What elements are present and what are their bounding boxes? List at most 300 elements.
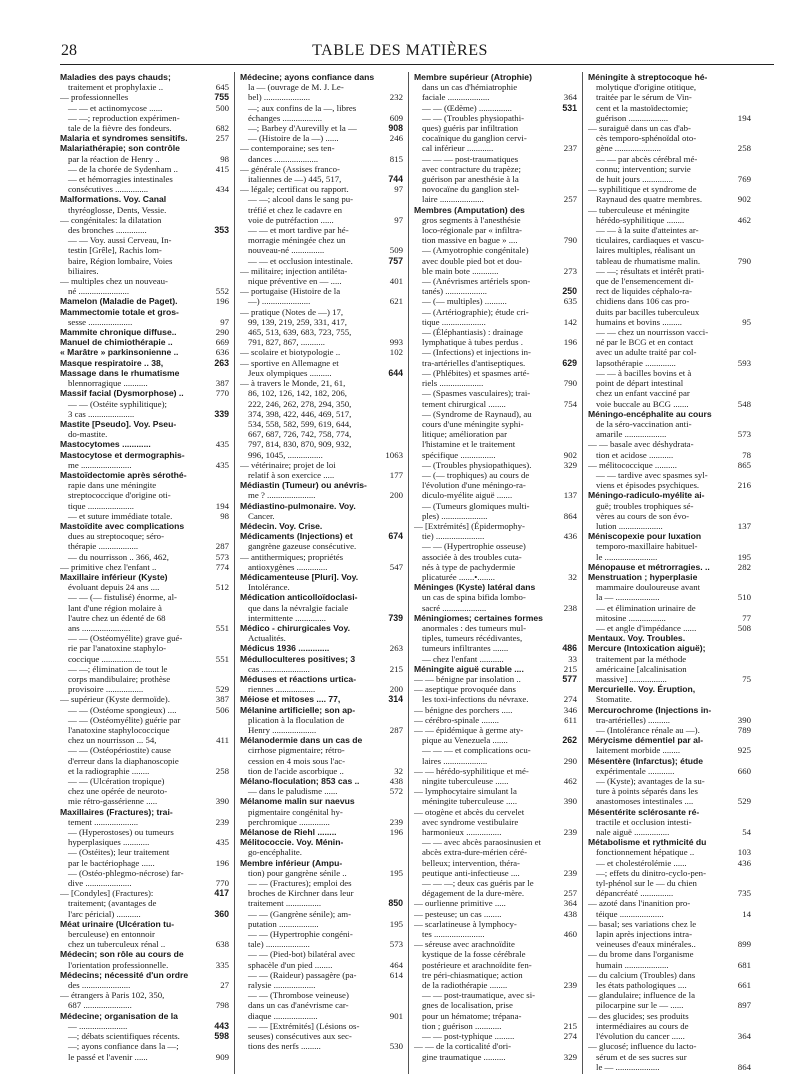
entry-text: tion et acidose ........... [596,449,674,460]
index-entry [588,256,751,266]
index-entry [240,154,403,164]
entry-page-ref: 196 [215,296,229,307]
entry-text: — étrangers à Paris 102, 350, [60,990,165,1001]
index-entry [60,511,229,521]
index-entry [588,745,751,755]
entry-text: Jeux olympiques .......... [248,367,332,378]
entry-text: chez un enfant vacciné par [596,388,690,399]
entry-page-ref: 621 [389,296,403,307]
entry-page-ref: 239 [215,816,229,827]
index-entry [414,256,577,266]
entry-text: — (Hyperostoses) ou tumeurs [68,827,174,838]
entry-page-ref: 770 [215,878,229,889]
entry-text: — à travers le Monde, 21, 61, [240,378,346,389]
index-entry [588,92,751,102]
entry-text: Manuel de chimiothérapie .. [60,337,173,348]
index-entry [60,184,229,194]
index-entry [414,72,577,82]
entry-text: do-mastite. [68,429,108,440]
entry-page-ref: 335 [215,959,229,970]
entry-page-ref: 364 [563,92,577,103]
entry-text: l'arc péricial) ........... [68,908,141,919]
index-entry [414,368,577,378]
entry-text: — (Syndrome de Raynaud), au [422,408,532,419]
entry-page-ref: 512 [215,582,229,593]
entry-text: dans un cas d'hémiatrophie [422,82,518,93]
entry-text: — — chez un nourrisson vacci- [596,327,709,338]
index-entry [588,949,751,959]
entry-text: les toxi-infections du névraxe. [422,694,529,705]
entry-text: l'évolution d'une méningo-ra- [422,480,526,491]
index-entry [60,1052,229,1062]
entry-text: — — (Pied-bot) bilatéral avec [248,949,355,960]
entry-page-ref: 901 [389,1010,403,1021]
index-entry [414,705,577,715]
index-entry [240,439,403,449]
entry-text: tale de la fièvre des fondeurs. [68,123,172,134]
index-entry [60,1021,229,1031]
entry-text: Henry .................... [248,725,317,735]
entry-page-ref: 103 [737,847,751,858]
entry-text: — — (Hypertrophie congéni- [248,929,353,940]
index-entry [414,113,577,123]
entry-text: Stomatite. [596,694,632,705]
entry-text: échanges .................. [248,112,323,123]
entry-text: italiennes de —) 445, 517, [248,174,342,185]
index-entry [240,317,403,327]
entry-page-ref: 438 [389,776,403,787]
entry-text: gène ..................... [596,143,661,154]
entry-text: thyréoglosse, Dents, Vessie. [68,204,167,215]
entry-page-ref: 195 [737,551,751,562]
entry-page-ref: 1063 [385,449,403,460]
entry-page-ref: 78 [742,449,751,460]
entry-text: Cancer. [248,510,275,521]
entry-page-ref: 195 [389,918,403,929]
entry-text: — — (Ulcération tropique) [68,776,165,787]
entry-text: gangrène gazeuse consécutive. [248,541,357,552]
entry-page-ref: 239 [389,816,403,827]
entry-text: — ...................... [68,1020,128,1031]
entry-page-ref: 464 [389,959,403,970]
entry-text: laire .................... [422,194,484,205]
entry-page-ref: 769 [737,174,751,185]
running-title: TABLE DES MATIÈRES [312,42,488,59]
index-entry [240,684,403,694]
index-entry [60,919,229,929]
index-entry [240,82,403,92]
entry-page-ref: 196 [389,827,403,838]
entry-page-ref: 246 [389,133,403,144]
entry-text: — glandulaire; influence de la [588,990,695,1001]
entry-text: tra-artérielles d'antiseptiques. [422,357,526,368]
index-entry [60,245,229,255]
index-entry [414,480,577,490]
index-entry [588,643,751,653]
entry-text: guë; troubles trophiques sé- [596,500,694,511]
entry-text: — (Phlébites) et spasmes arté- [422,367,530,378]
entry-page-ref: 237 [563,143,577,154]
index-entry [60,225,229,235]
index-entry [60,786,229,796]
entry-text: Médication anticolloïdoclasi- [240,592,358,603]
index-entry [60,480,229,490]
index-entry [414,92,577,102]
entry-page-ref: 257 [563,888,577,899]
index-entry [60,521,229,531]
entry-text: — — — post-traumatiques [422,153,519,164]
index-entry [60,970,229,980]
index-entry [60,154,229,164]
entry-text: — [Condyles] (Fractures): [60,888,154,899]
entry-text: tra-artérielles) .......... [596,714,671,725]
index-entry [414,694,577,704]
index-entry [60,725,229,735]
entry-text: — — (Thrombose veineuse) [248,990,349,1001]
entry-text: l'histamine et le traitement [422,439,516,450]
entry-page-ref: 669 [215,337,229,348]
index-entry [414,378,577,388]
index-entry [240,388,403,398]
index-entry [240,735,403,745]
index-entry [414,572,577,582]
entry-text: — et cholestérolémie ...... [596,857,687,868]
entry-text: — bénigne des porchers ..... [414,704,513,715]
entry-page-ref: 638 [215,939,229,950]
index-entry [60,470,229,480]
entry-text: mammaire douloureuse avant [596,582,701,593]
index-entry [414,807,577,817]
entry-page-ref: 435 [215,837,229,848]
index-entry [240,552,403,562]
entry-text: provisoire ................. [68,684,144,695]
index-entry [414,786,577,796]
entry-text: — professionnelles [60,92,129,103]
entry-page-ref: 263 [214,357,229,368]
entry-page-ref: 899 [737,939,751,950]
entry-text: Mammite chronique diffuse.. [60,327,177,338]
index-entry [414,399,577,409]
index-entry [588,439,751,449]
entry-text: Mélanome malin sur naevus [240,796,355,807]
index-entry [414,409,577,419]
index-entry [240,276,403,286]
index-entry [240,399,403,409]
entry-text: rapie dans une méningite [68,480,157,491]
entry-page-ref: 529 [215,684,229,695]
index-entry [60,1000,229,1010]
entry-text: la — (ouvrage de M. J. Le- [248,82,344,93]
entry-page-ref: 770 [215,388,229,399]
index-entry [588,1062,751,1072]
entry-text: fonctionnement hépatique .. [596,847,695,858]
index-entry [414,266,577,276]
entry-text: 687 ...................... [68,1000,132,1011]
entry-text: harmonieux ................ [422,827,502,838]
entry-page-ref: 239 [563,980,577,991]
index-entry [414,358,577,368]
index-entry [60,898,229,908]
entry-text: dues au streptocoque; séro- [68,531,165,542]
entry-text: Médecins; nécessité d'un ordre [60,969,189,980]
index-entry [588,347,751,357]
index-entry [588,143,751,153]
entry-text: 667, 687, 726, 742, 758, 774, [248,429,352,440]
entry-text: corps mandibulaire; prothèse [68,673,171,684]
index-entry [240,603,403,613]
index-entry [588,939,751,949]
entry-text: né ....................... [68,286,130,297]
index-entry [240,613,403,623]
index-entry [240,776,403,786]
entry-text: Médicaments (Injections) et [240,531,353,542]
entry-text: blennorragique ........... [68,378,148,389]
entry-page-ref: 329 [563,1051,577,1062]
entry-page-ref: 462 [737,214,751,225]
index-entry [588,582,751,592]
entry-text: — ourlienne primitive ..... [414,898,506,909]
index-entry [60,541,229,551]
index-entry [60,409,229,419]
entry-page-ref: 32 [394,765,403,776]
entry-text: guérison par anesthésie à la [422,174,519,185]
entry-text: — antithermiques; propriétés [240,551,344,562]
entry-text: berculeuse) en entonnoir [68,929,155,940]
entry-text: — — (Ostéome spongieux) .... [68,704,177,715]
entry-text: — et élimination urinaire de [596,602,696,613]
entry-text: Méat urinaire (Ulcération tu- [60,918,175,929]
entry-text: veineuses d'eaux minérales.. [596,939,696,950]
index-entry [240,878,403,888]
entry-text: plication à la floculation de [248,714,345,725]
entry-text: — — hérédo-syphilitique et mé- [414,765,529,776]
index-entry [588,868,751,878]
entry-text: Malaria et syndromes sensitifs. [60,133,188,144]
index-entry [414,307,577,317]
index-entry [414,429,577,439]
index-entry [60,756,229,766]
index-entry [414,582,577,592]
entry-text: lymphatique à tubes perdus . [422,337,523,348]
entry-page-ref: 290 [563,755,577,766]
entry-text: Mélano-floculation; 853 cas .. [240,776,360,787]
index-entry [414,878,577,888]
entry-text: l'évolution du cancer ...... [596,1031,685,1042]
entry-text: d'erreur dans la diaphanoscopie [68,755,179,766]
entry-text: 465, 513, 639, 683, 723, 755, [248,327,352,338]
index-entry [414,990,577,1000]
entry-text: Mélanine artificielle; son ap- [240,704,356,715]
entry-text: — (Histoire de la —) ...... [248,133,339,144]
entry-text: 86, 102, 126, 142, 182, 206, [248,388,347,399]
index-entry [240,450,403,460]
entry-text: guérison .................. [596,112,669,123]
index-entry [414,929,577,939]
entry-text: — —; résultats et intérêt prati- [596,265,705,276]
entry-text: Mastocytose et dermographis- [60,449,185,460]
index-entry [60,572,229,582]
entry-text: postérieure et arachnoïdite fen- [422,959,532,970]
entry-text: par le bactériophage ...... [68,857,155,868]
entry-page-ref: 387 [215,694,229,705]
index-entry [414,225,577,235]
index-entry [240,235,403,245]
entry-text: litique; amélioration par [422,429,508,440]
index-entry [414,684,577,694]
index-entry [588,990,751,1000]
index-entry [60,531,229,541]
entry-text: chidiens dans 106 cas pro- [596,296,690,307]
entry-text: me ? ...................... [248,490,316,501]
index-entry [414,439,577,449]
entry-page-ref: 137 [737,520,751,531]
entry-text: Mélanodermie dans un cas de [240,735,363,746]
entry-text: l'orientation professionnelle. [68,959,169,970]
index-entry [414,1052,577,1062]
index-entry [240,1031,403,1041]
index-entry [414,756,577,766]
entry-text: traitée par le sérum de Vin- [596,92,692,103]
entry-text: Mérycisme démentiel par al- [588,735,704,746]
index-entry [588,541,751,551]
index-entry [240,562,403,572]
index-entry [60,776,229,786]
entry-page-ref: 353 [214,225,229,236]
index-entry [414,143,577,153]
entry-text: gnes de localisation, prise [422,1000,513,1011]
index-entry [588,470,751,480]
index-entry [240,868,403,878]
index-entry [60,439,229,449]
entry-text: coccique .................. [68,653,142,664]
entry-text: sérum et de ses sucres sur [596,1051,687,1062]
entry-text: tanés) ................... [422,286,487,297]
entry-page-ref: 735 [737,888,751,899]
entry-page-ref: 460 [563,929,577,940]
index-entry [414,337,577,347]
entry-text: Méningite aiguë curable .... [414,663,524,674]
index-entry [60,72,229,82]
entry-text: — basal; ses variations chez le [588,918,697,929]
index-entry [60,796,229,806]
entry-text: —) ...................... [248,296,311,307]
entry-page-ref: 790 [563,378,577,389]
entry-text: hyperplasiques ............ [68,837,150,848]
entry-page-ref: 339 [214,408,229,419]
entry-page-ref: 102 [389,347,403,358]
entry-text: traitement par la méthode [596,653,687,664]
entry-text: Médicus 1936 ............. [240,643,330,654]
index-entry [240,143,403,153]
index-entry [588,450,751,460]
index-entry [588,898,751,908]
entry-text: — et hémorragies intestinales [68,174,173,185]
index-entry [240,705,403,715]
entry-page-ref: 238 [563,602,577,613]
entry-text: lution .................... [596,520,663,531]
entry-text: tement chirurgical ........ [422,398,506,409]
entry-text: sesse .................... [68,316,133,327]
index-entry [240,245,403,255]
index-entry [414,919,577,929]
entry-text: chez un nourrisson ... 54, [68,735,157,746]
entry-text: anormales : des tumeurs mul- [422,622,527,633]
entry-text: tumeurs infiltrantes ....... [422,643,509,654]
entry-text: rie par l'anatoxine staphylo- [68,643,167,654]
index-entry [60,837,229,847]
entry-text: — — (Raideur) passagère (pa- [248,969,357,980]
entry-text: — (Éléphantiasis) : drainage [422,327,523,338]
index-entry [588,970,751,980]
index-entry [414,215,577,225]
entry-page-ref: 401 [389,276,403,287]
index-entry [588,664,751,674]
index-entry [414,103,577,113]
index-entry [240,123,403,133]
entry-page-ref: 194 [737,112,751,123]
index-entry [414,909,577,919]
entry-page-ref: 815 [389,153,403,164]
entry-text: américaine [alcalinisation [596,663,687,674]
entry-page-ref: 360 [214,908,229,919]
entry-page-ref: 436 [737,857,751,868]
entry-text: — — par abcès cérébral mé- [596,153,698,164]
entry-text: cirrhose pigmentaire; rétro- [248,745,345,756]
entry-text: cent et la mastoïdectomie; [596,102,689,113]
index-entry [60,939,229,949]
entry-text: point de départ intestinal [596,378,684,389]
index-entry [414,511,577,521]
index-entry [588,684,751,694]
entry-text: chez un tuberculeux rénal .. [68,939,166,950]
entry-page-ref: 573 [215,551,229,562]
index-entry [240,674,403,684]
index-entry [588,317,751,327]
index-entry [414,82,577,92]
entry-text: Mercurochrome (Injections in- [588,704,712,715]
entry-text: perchromique .............. [248,816,330,827]
index-entry [588,735,751,745]
index-entry [240,194,403,204]
entry-page-ref: 674 [388,531,403,542]
entry-text: consécutives ............... [68,184,149,195]
index-entry [60,368,229,378]
entry-page-ref: 850 [388,898,403,909]
entry-page-ref: 435 [215,439,229,450]
index-entry [414,960,577,970]
index-entry [60,623,229,633]
entry-text: putation .................. [248,918,319,929]
page-number: 28 [61,42,77,59]
index-entry [60,276,229,286]
index-entry [60,296,229,306]
index-entry [588,521,751,531]
entry-page-ref: 364 [737,1031,751,1042]
entry-page-ref: 744 [388,174,403,185]
index-entry [60,1011,229,1021]
entry-text: — (— trophiques) au cours de [422,469,530,480]
index-entry [588,705,751,715]
index-entry [60,490,229,500]
entry-page-ref: 864 [737,1061,751,1072]
index-entry [588,888,751,898]
index-entry [414,194,577,204]
index-entry [588,82,751,92]
entry-text: — et suture immédiate totale. [68,510,173,521]
entry-page-ref: 329 [563,459,577,470]
entry-text: Méninges (Kyste) latéral dans [414,582,536,593]
index-entry [60,807,229,817]
